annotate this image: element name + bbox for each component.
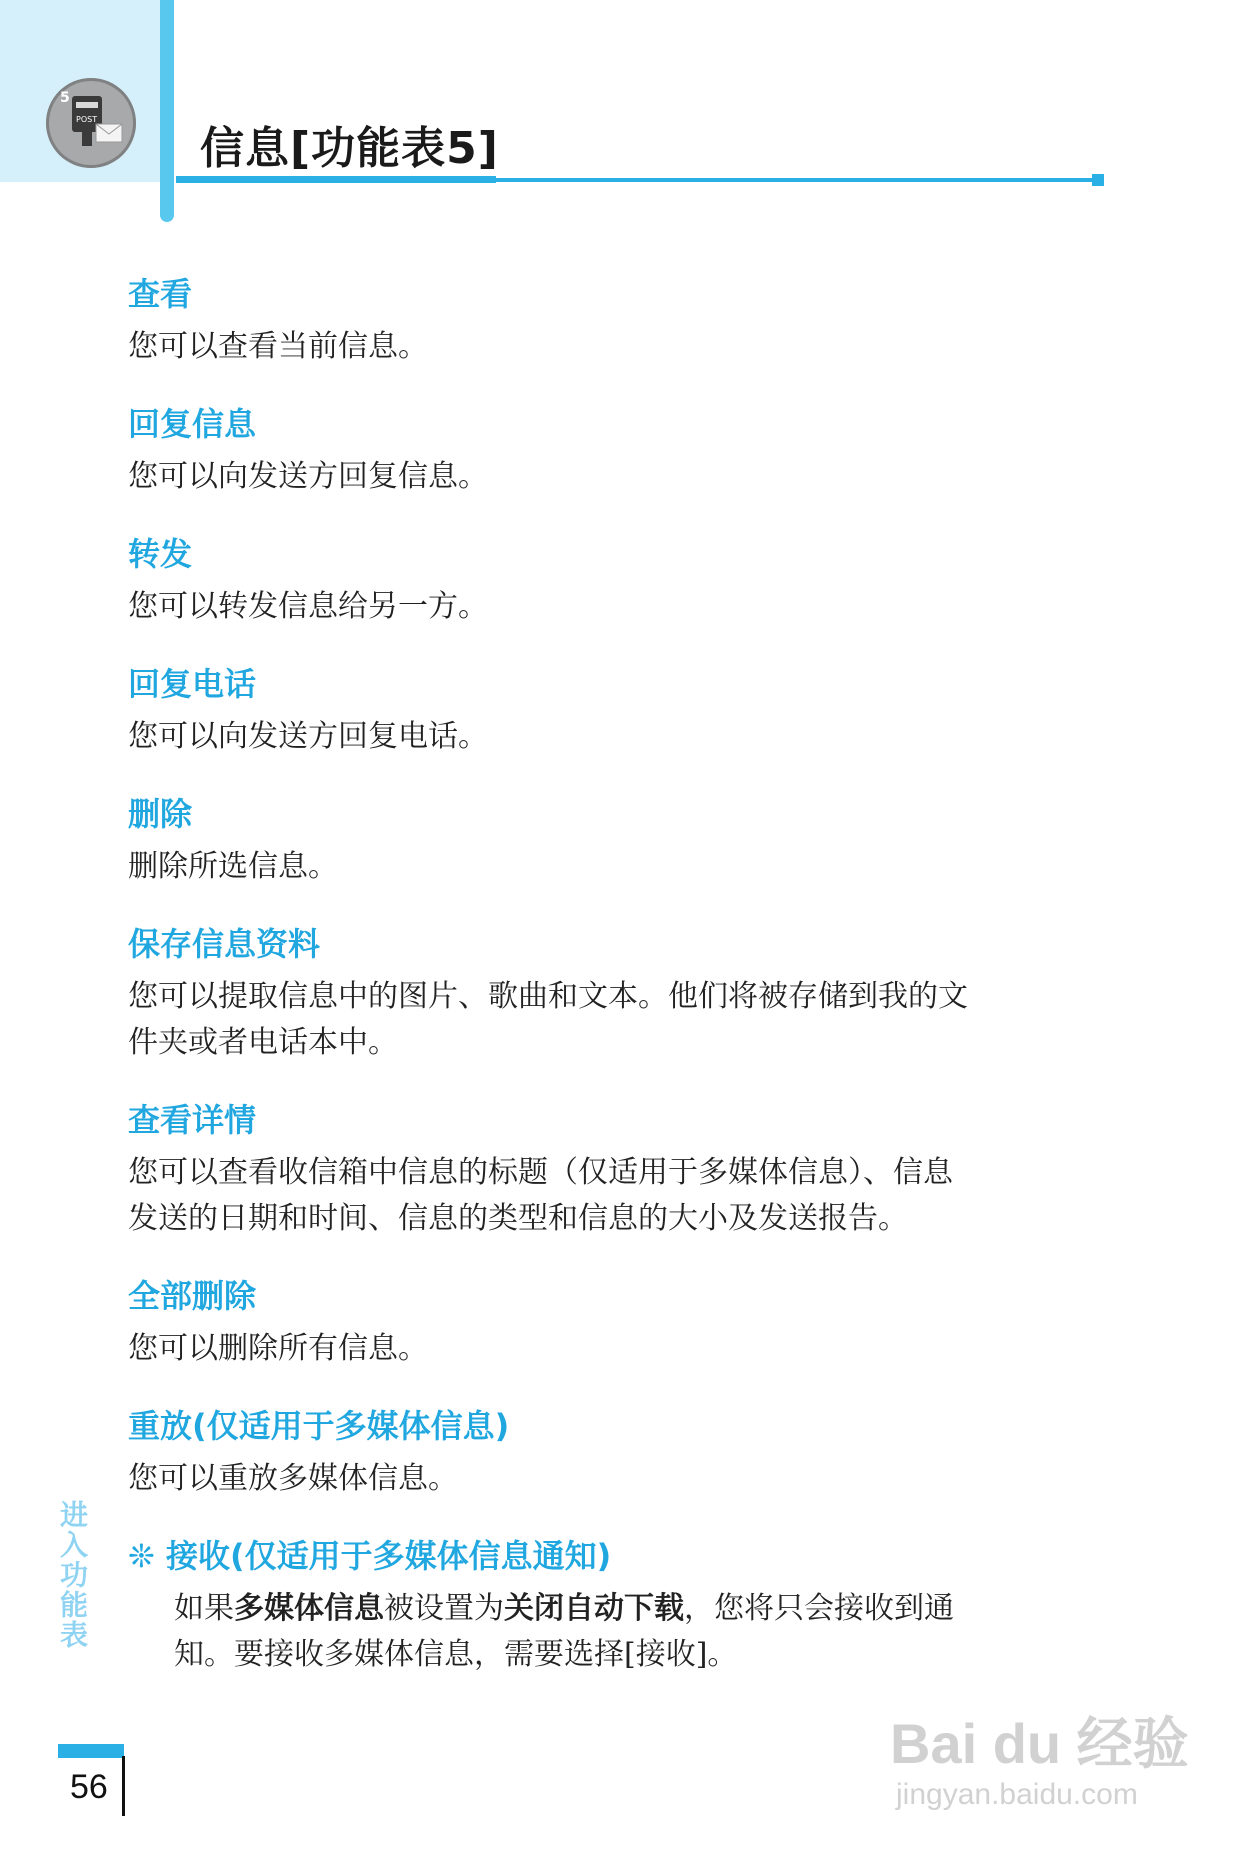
section-body: 您可以转发信息给另一方。 — [128, 589, 488, 624]
section-replay — [128, 1402, 1088, 1502]
section-heading: 回复电话 — [128, 665, 257, 703]
section-heading: 全部删除 — [128, 1277, 257, 1315]
watermark-url: jingyan.baidu.com — [896, 1778, 1138, 1811]
section-body: 您可以查看当前信息。 — [128, 329, 428, 364]
section-reply-call — [128, 660, 1088, 760]
page-number-rule — [122, 1756, 125, 1816]
watermark-logo: Bai du 经验 — [890, 1712, 1189, 1775]
section-view — [128, 270, 1088, 370]
section-body: 您可以提取信息中的图片、歌曲和文本。他们将被存储到我的文 件夹或者电话本中。 — [128, 979, 968, 1060]
header-vertical-bar — [160, 0, 174, 222]
section-heading: 回复信息 — [128, 405, 257, 443]
section-forward — [128, 530, 1088, 630]
section-heading: 保存信息资料 — [128, 925, 321, 963]
section-save-info — [128, 920, 1088, 1066]
note-heading — [128, 1532, 1088, 1580]
section-body: 您可以重放多媒体信息。 — [128, 1461, 458, 1496]
note-heading-text: 接收(仅适用于多媒体信息通知) — [165, 1537, 612, 1575]
icon-menu-number: 5 — [60, 90, 70, 106]
section-heading: 查看详情 — [128, 1101, 257, 1139]
note-body: 如果多媒体信息被设置为关闭自动下载，您将只会接收到通 知。要接收多媒体信息，需要选择[接收]。 — [174, 1591, 954, 1672]
page-title: 信息[功能表5] — [200, 123, 499, 174]
main-content — [128, 270, 1088, 1678]
title-underline-accent — [176, 176, 496, 183]
side-chapter-tab: 进入功能表 — [56, 1500, 89, 1650]
section-body: 您可以查看收信箱中信息的标题（仅适用于多媒体信息）、信息 发送的日期和时间、信息的类型和信息的大小及发送报告。 — [128, 1155, 953, 1236]
icon-post-label: POST — [76, 115, 98, 124]
section-body: 删除所选信息。 — [128, 849, 338, 884]
title-underline-end — [1092, 174, 1104, 186]
section-heading: 转发 — [128, 535, 193, 573]
section-body: 您可以删除所有信息。 — [128, 1331, 428, 1366]
side-tab-bar — [58, 1744, 124, 1758]
mailbox-icon — [46, 78, 136, 168]
section-reply-message — [128, 400, 1088, 500]
section-delete — [128, 790, 1088, 890]
section-body: 您可以向发送方回复电话。 — [128, 719, 488, 754]
asterisk-icon: ❊ — [128, 1537, 155, 1575]
note-receive — [128, 1532, 1088, 1678]
section-heading: 重放(仅适用于多媒体信息) — [128, 1407, 510, 1445]
section-view-details — [128, 1096, 1088, 1242]
section-body: 您可以向发送方回复信息。 — [128, 459, 488, 494]
section-delete-all — [128, 1272, 1088, 1372]
section-heading: 查看 — [128, 275, 193, 313]
section-heading: 删除 — [128, 795, 193, 833]
page-number: 56 — [70, 1768, 108, 1806]
